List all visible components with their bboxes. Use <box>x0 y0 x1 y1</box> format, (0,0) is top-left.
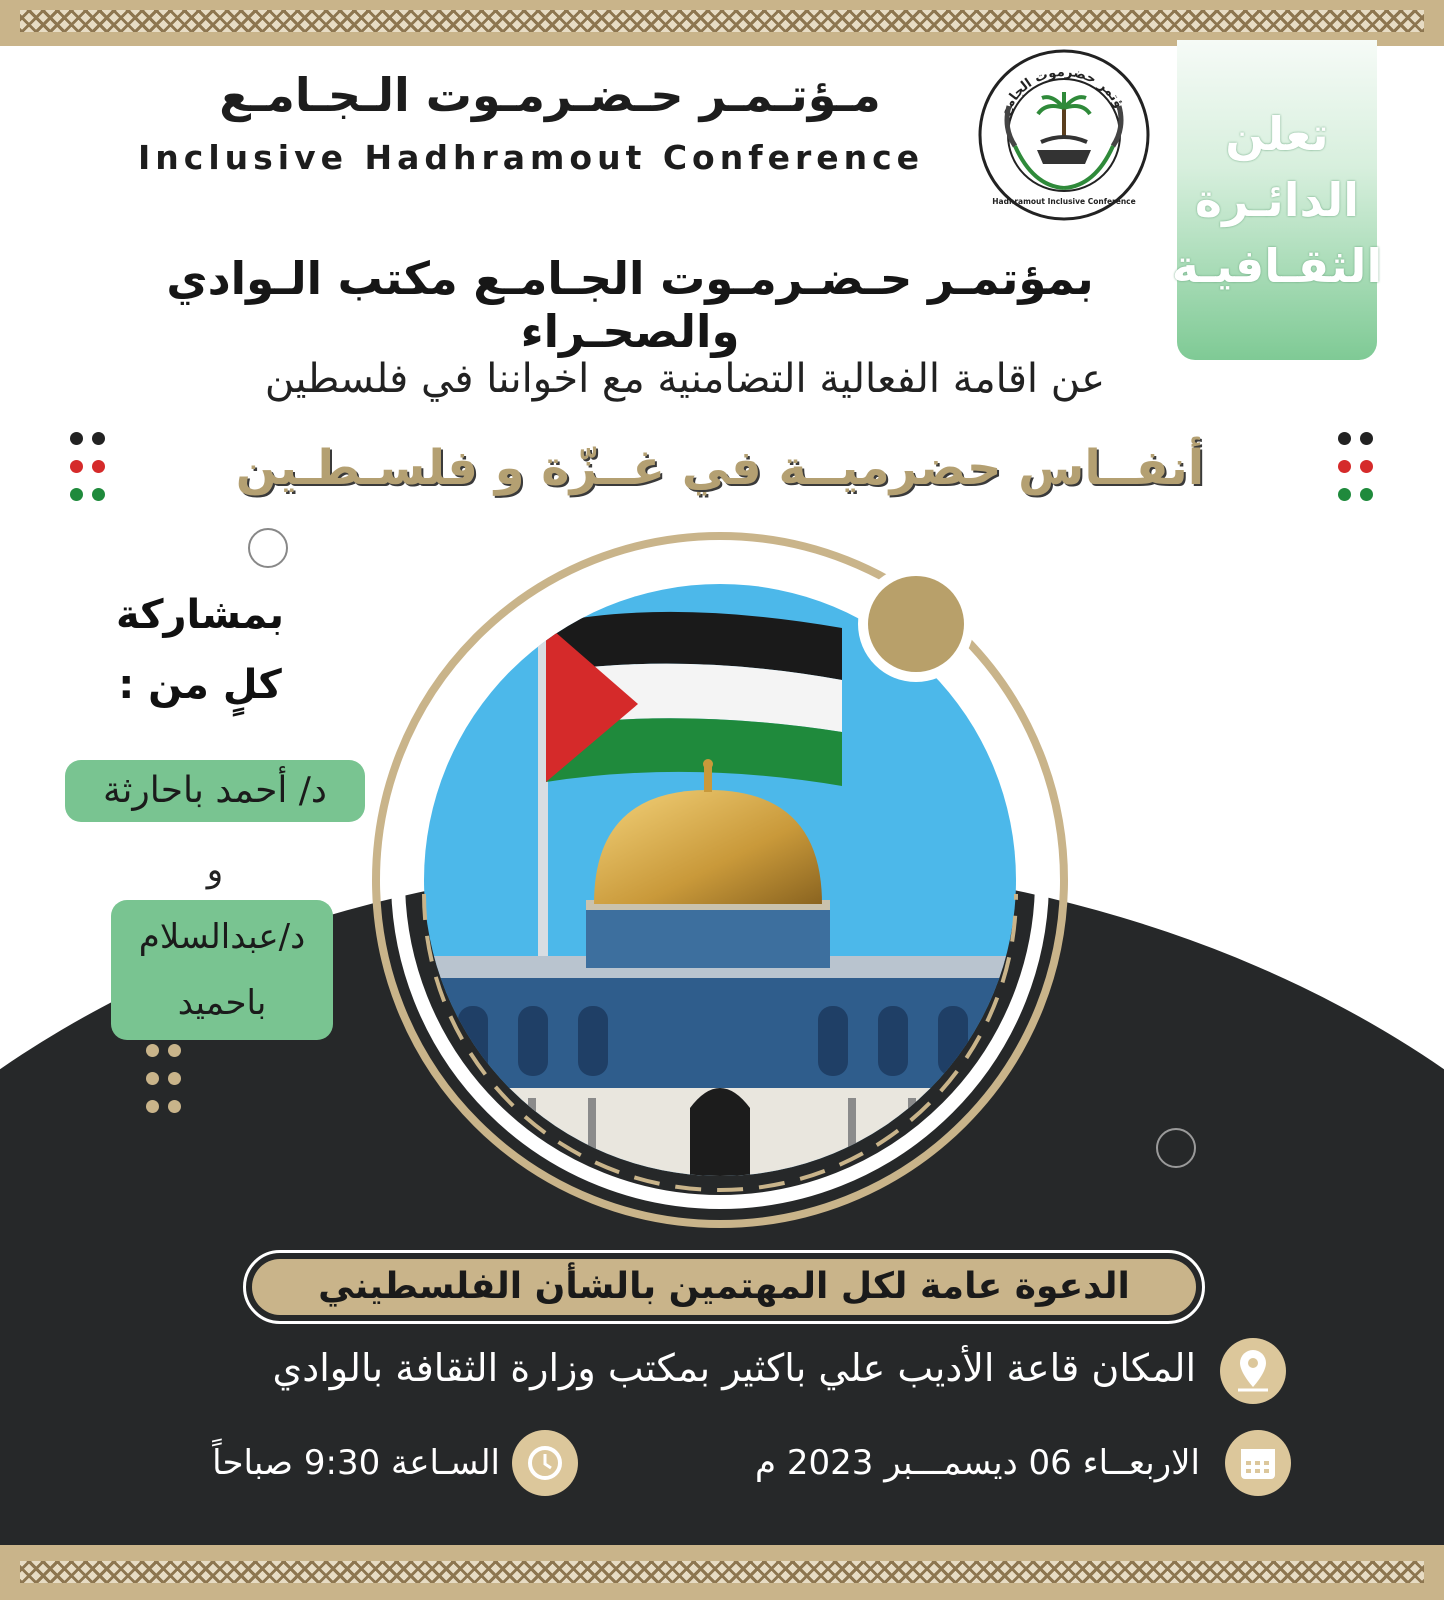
decorative-ring <box>1156 1128 1196 1168</box>
conference-title-arabic: مـؤتـمـر حـضـرمـوت الـجـامـع <box>219 68 881 122</box>
conference-title-english: Inclusive Hadhramout Conference <box>138 138 925 177</box>
speaker-2-line1: د/عبدالسلام <box>138 917 306 957</box>
invitation-text: الدعوة عامة لكل المهتمين بالشأن الفلسطيني <box>252 1259 1196 1315</box>
speaker-2-line2: باحميد <box>177 983 267 1023</box>
participants-label <box>90 580 310 720</box>
announce-line-3: الثقـافيـة <box>1171 239 1383 293</box>
date-text: الاربعــاء 06 ديسمـــبر 2023 م <box>755 1443 1200 1483</box>
speaker-2-badge <box>111 900 333 1040</box>
location-text: المكان قاعة الأديب علي باكثير بمكتب وزارة الثقافة بالوادي <box>272 1346 1196 1390</box>
event-description: عن اقامة الفعالية التضامنية مع اخواننا في فلسطين <box>264 356 1106 402</box>
time-text: السـاعة 9:30 صباحاً <box>212 1443 500 1483</box>
participants-label-line1: بمشاركة <box>115 592 285 638</box>
logo-ring-text: مؤتمر حضرموت الجامع <box>997 64 1131 118</box>
location-badge <box>1220 1338 1286 1404</box>
participants-label-line2: كلٍ من : <box>118 662 282 708</box>
calendar-icon <box>1225 1430 1291 1496</box>
conjunction-label: و <box>206 850 224 890</box>
event-title: أنفــاس حضرميــة في غــزّة و فلسـطـين <box>235 440 1205 496</box>
decorative-ring <box>248 528 288 568</box>
invitation-banner <box>243 1250 1205 1324</box>
location-pin-icon <box>1220 1338 1286 1404</box>
date-badge <box>1225 1430 1291 1496</box>
time-badge <box>512 1430 578 1496</box>
hero-image-frame <box>368 528 1072 1232</box>
logo-english-text: Hadhramout Inclusive Conference <box>992 197 1136 206</box>
decorative-dots-gold <box>146 1044 186 1124</box>
conference-logo <box>975 46 1153 224</box>
announce-line-2: الدائـرة <box>1194 173 1360 227</box>
speaker-1-badge: د/ أحمد باحارثة <box>65 760 365 822</box>
palestine-flag <box>546 612 842 786</box>
decorative-dots-left <box>70 432 110 512</box>
announce-line-1: تعلن <box>1225 107 1329 161</box>
bottom-ornamental-border <box>0 1545 1444 1600</box>
announcement-card <box>1171 40 1383 360</box>
decorative-dots-right <box>1338 432 1378 512</box>
clock-icon <box>512 1430 578 1496</box>
organizer-text: بمؤتمـر حـضـرمـوت الجـامـع مكتب الـوادي والصحـراء <box>166 252 1094 358</box>
